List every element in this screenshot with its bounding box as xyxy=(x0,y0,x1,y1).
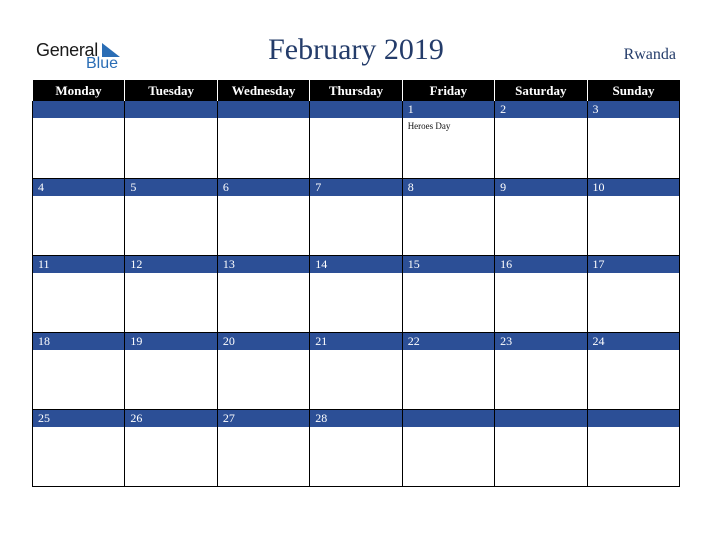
day-cell[interactable] xyxy=(33,333,125,410)
day-cell[interactable] xyxy=(587,101,679,179)
day-cell[interactable] xyxy=(310,179,402,256)
day-number: 2 xyxy=(495,101,586,118)
week-row xyxy=(33,410,680,487)
day-cell[interactable] xyxy=(125,256,217,333)
day-cell[interactable] xyxy=(587,410,679,487)
day-number: 5 xyxy=(125,179,216,196)
day-number: 28 xyxy=(310,410,401,427)
day-cell[interactable] xyxy=(217,101,309,179)
day-cell[interactable] xyxy=(33,101,125,179)
weekday-header: Friday xyxy=(402,80,494,101)
day-cell[interactable] xyxy=(310,256,402,333)
day-number xyxy=(33,101,124,118)
day-number: 17 xyxy=(588,256,679,273)
day-number: 7 xyxy=(310,179,401,196)
day-number xyxy=(310,101,401,118)
day-cell[interactable] xyxy=(125,101,217,179)
weekday-header: Wednesday xyxy=(217,80,309,101)
calendar-grid xyxy=(32,80,680,487)
day-number: 24 xyxy=(588,333,679,350)
weekday-header-row xyxy=(33,80,680,101)
day-number xyxy=(125,101,216,118)
weekday-header: Tuesday xyxy=(125,80,217,101)
day-cell[interactable] xyxy=(125,333,217,410)
day-cell[interactable] xyxy=(587,256,679,333)
day-number: 11 xyxy=(33,256,124,273)
day-number: 4 xyxy=(33,179,124,196)
day-cell[interactable] xyxy=(495,101,587,179)
day-number: 26 xyxy=(125,410,216,427)
week-row xyxy=(33,256,680,333)
day-number xyxy=(403,410,494,427)
day-cell[interactable] xyxy=(33,179,125,256)
day-cell[interactable] xyxy=(402,101,494,179)
day-cell[interactable] xyxy=(587,333,679,410)
day-cell[interactable] xyxy=(587,179,679,256)
day-number: 16 xyxy=(495,256,586,273)
day-number: 10 xyxy=(588,179,679,196)
day-cell[interactable] xyxy=(310,101,402,179)
day-cell[interactable] xyxy=(217,256,309,333)
day-number: 25 xyxy=(33,410,124,427)
week-row xyxy=(33,333,680,410)
brand-word-general: General xyxy=(36,40,98,60)
weekday-header: Saturday xyxy=(495,80,587,101)
day-number: 18 xyxy=(33,333,124,350)
holiday-label: Heroes Day xyxy=(407,121,451,131)
day-cell[interactable] xyxy=(33,410,125,487)
day-cell[interactable] xyxy=(217,410,309,487)
day-number: 19 xyxy=(125,333,216,350)
day-number: 27 xyxy=(218,410,309,427)
calendar-body xyxy=(33,101,680,487)
day-number: 9 xyxy=(495,179,586,196)
day-number: 1 xyxy=(403,101,494,118)
day-cell[interactable] xyxy=(310,333,402,410)
day-cell[interactable] xyxy=(402,410,494,487)
day-cell[interactable] xyxy=(495,256,587,333)
day-number: 21 xyxy=(310,333,401,350)
day-cell[interactable] xyxy=(402,256,494,333)
country-label: Rwanda xyxy=(623,46,676,63)
weekday-header: Sunday xyxy=(587,80,679,101)
day-number xyxy=(218,101,309,118)
day-number: 23 xyxy=(495,333,586,350)
day-number: 8 xyxy=(403,179,494,196)
week-row xyxy=(33,101,680,179)
weekday-header: Thursday xyxy=(310,80,402,101)
day-number: 13 xyxy=(218,256,309,273)
day-cell[interactable] xyxy=(217,179,309,256)
day-number: 12 xyxy=(125,256,216,273)
day-number: 14 xyxy=(310,256,401,273)
day-number: 15 xyxy=(403,256,494,273)
day-cell[interactable] xyxy=(217,333,309,410)
day-cell[interactable] xyxy=(33,256,125,333)
page-title: February 2019 xyxy=(268,33,444,66)
day-cell[interactable] xyxy=(125,179,217,256)
day-cell[interactable] xyxy=(402,179,494,256)
weekday-header: Monday xyxy=(33,80,125,101)
week-row xyxy=(33,179,680,256)
day-cell[interactable] xyxy=(310,410,402,487)
day-number: 20 xyxy=(218,333,309,350)
day-number xyxy=(588,410,679,427)
day-cell[interactable] xyxy=(402,333,494,410)
day-number: 3 xyxy=(588,101,679,118)
day-cell[interactable] xyxy=(495,333,587,410)
day-number xyxy=(495,410,586,427)
day-cell[interactable] xyxy=(495,179,587,256)
day-cell[interactable] xyxy=(495,410,587,487)
day-number: 22 xyxy=(403,333,494,350)
day-number: 6 xyxy=(218,179,309,196)
brand-word-blue: Blue xyxy=(86,55,119,72)
day-cell[interactable] xyxy=(125,410,217,487)
